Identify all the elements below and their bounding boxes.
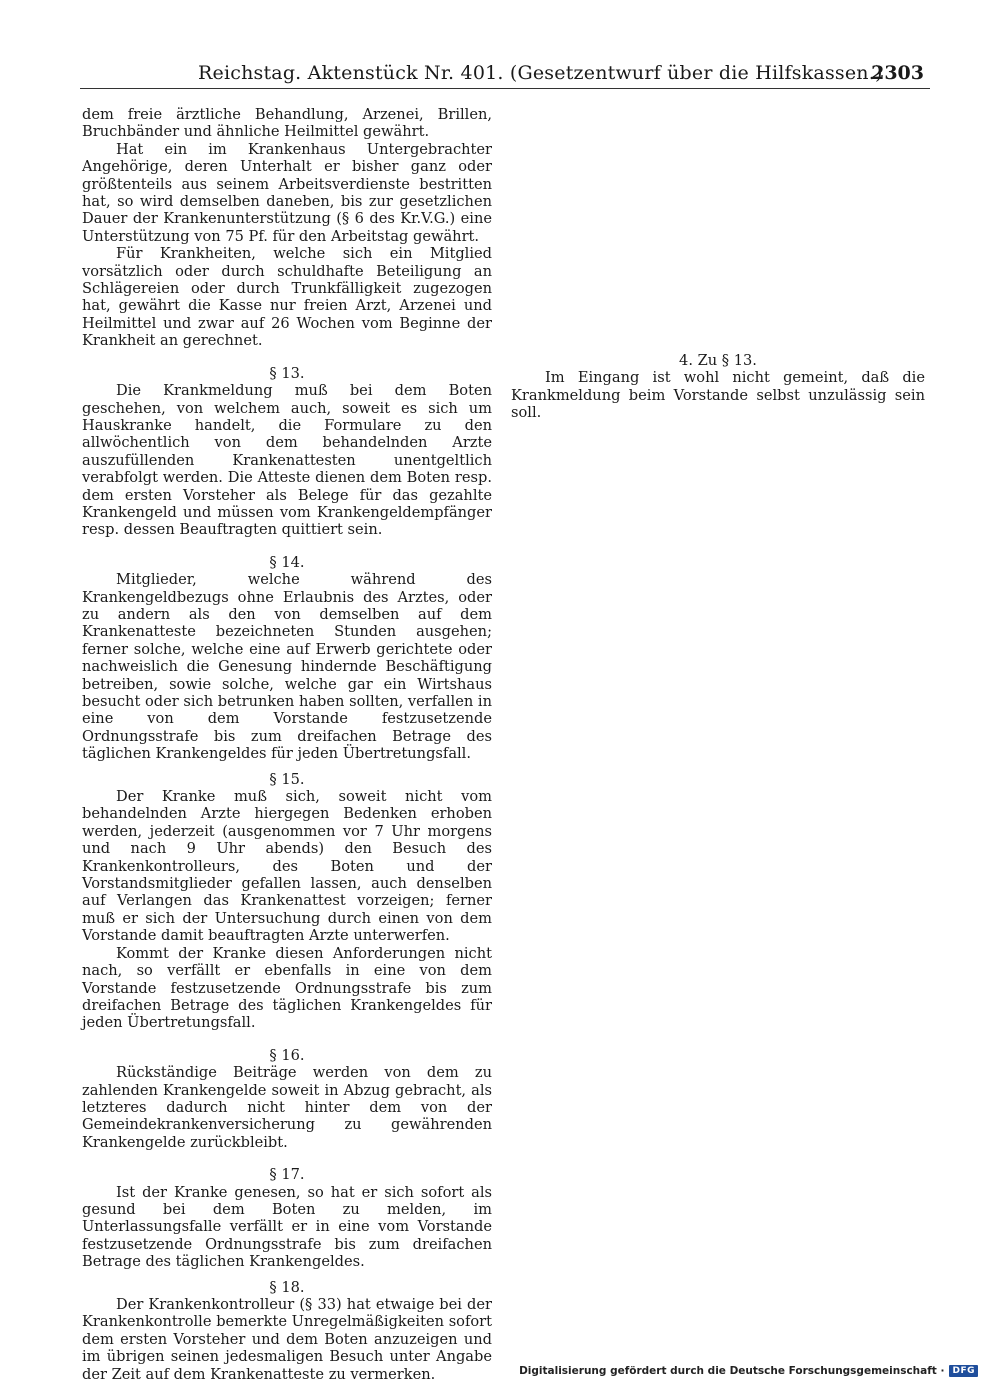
running-title: Reichstag. Aktenstück Nr. 401. (Gesetzentwurf über die Hilfskassen.)	[198, 62, 883, 84]
section-heading-18: § 18.	[269, 1278, 305, 1296]
section-text-14: Mitglieder, welche während des Krankengeldbezugs ohne Erlaubnis des Arztes, oder zu andern als den von demselben auf dem Krankenatteste bezeichneten Stunden ausgehen; ferner solche, welche eine auf Erwerb gerichtete oder nachweislich die Genesung hindernde Beschäftigung betreiben, sowie solche, welche gar ein Wirtshaus besucht oder sich betrunken haben sollten, verfallen in eine von dem Vorstande festzusetzende Ordnungsstrafe bis zum dreifachen Betrage des täglichen Krankengeldes für jeden Übertretungsfall.	[82, 571, 492, 763]
left-column	[82, 106, 492, 1383]
dfg-logo-icon: DFG	[949, 1365, 978, 1377]
section-heading-13: § 13.	[269, 364, 305, 382]
section-text-16: Rückständige Beiträge werden von dem zu zahlenden Krankengelde soweit in Abzug gebracht, als letzteres dadurch nicht hinter dem von der Gemeindekrankenversicherung zu gewährenden Krankengelde zurückbleibt.	[82, 1064, 492, 1151]
page-header	[80, 62, 930, 89]
section-heading-15: § 15.	[269, 770, 305, 788]
section-text-15-continued: Kommt der Kranke diesen Anforderungen nicht nach, so verfällt er ebenfalls in eine von dem Vorstande festzusetzende Ordnungsstrafe bis zum dreifachen Betrage des täglichen Krankengeldes für jeden Übertretungsfall.	[82, 944, 492, 1032]
intro-paragraph: dem freie ärztliche Behandlung, Arzenei, Brillen, Bruchbänder und ähnliche Heilmittel gewährt.	[82, 106, 492, 141]
digitization-credit	[519, 1365, 978, 1377]
commentary-text: Im Eingang ist wohl nicht gemeint, daß die Krankmeldung beim Vorstande selbst unzulässig sein soll.	[511, 369, 925, 422]
right-column	[511, 352, 925, 422]
section-heading-16: § 16.	[269, 1046, 305, 1064]
intro-paragraph: Für Krankheiten, welche sich ein Mitglied vorsätzlich oder durch schuldhafte Beteiligung an Schlägereien oder durch Trunkfälligkeit zugezogen hat, gewährt die Kasse nur freien Arzt, Arzenei und Heilmittel und zwar auf 26 Wochen vom Beginne der Krankheit an gerechnet.	[82, 245, 492, 350]
page-number: 2303	[871, 62, 924, 84]
section-text-18: Der Krankenkontrolleur (§ 33) hat etwaige bei der Krankenkontrolle bemerkte Unregelmäßigkeiten sofort dem ersten Vorsteher und dem Boten anzuzeigen und im übrigen seinen jedesmaligen Besuch unter Angabe der Zeit auf dem Krankenatteste zu vermerken.	[82, 1296, 492, 1383]
commentary-heading: 4. Zu § 13.	[679, 352, 757, 369]
section-heading-14: § 14.	[269, 553, 305, 571]
section-heading-17: § 17.	[269, 1166, 305, 1184]
section-text-13: Die Krankmeldung muß bei dem Boten geschehen, von welchem auch, soweit es sich um Hauskranke handelt, die Formulare zu den allwöchentlich von dem behandelnden Arzte auszufüllenden Krankenattesten unentgeltlich verabfolgt werden. Die Atteste dienen dem Boten resp. dem ersten Vorsteher als Belege für das gezahlte Krankengeld und müssen vom Krankengeldempfänger resp. dessen Beauftragten quittiert sein.	[82, 382, 492, 539]
intro-paragraph: Hat ein im Krankenhaus Untergebrachter Angehörige, deren Unterhalt er bisher ganz oder größtenteils aus seinem Arbeitsverdienste bestritten hat, so wird demselben daneben, bis zur gesetzlichen Dauer der Krankenunterstützung (§ 6 des Kr.V.G.) eine Unterstützung von 75 Pf. für den Arbeitstag gewährt.	[82, 140, 492, 245]
section-text-17: Ist der Kranke genesen, so hat er sich sofort als gesund bei dem Boten zu melden, im Unterlassungsfalle verfällt er in eine vom Vorstande festzusetzende Ordnungsstrafe bis zum dreifachen Betrage des täglichen Krankengeldes.	[82, 1183, 492, 1271]
credit-text: Digitalisierung gefördert durch die Deutsche Forschungsgemeinschaft ·	[519, 1365, 945, 1377]
section-text-15: Der Kranke muß sich, soweit nicht vom behandelnden Arzte hiergegen Bedenken erhoben werden, jederzeit (ausgenommen vor 7 Uhr morgens und nach 9 Uhr abends) den Besuch des Krankenkontrolleurs, des Boten und der Vorstandsmitglieder gefallen lassen, auch denselben auf Verlangen das Krankenattest vorzeigen; ferner muß er sich der Untersuchung durch einen von dem Vorstande damit beauftragten Arzte unterwerfen.	[82, 788, 492, 945]
